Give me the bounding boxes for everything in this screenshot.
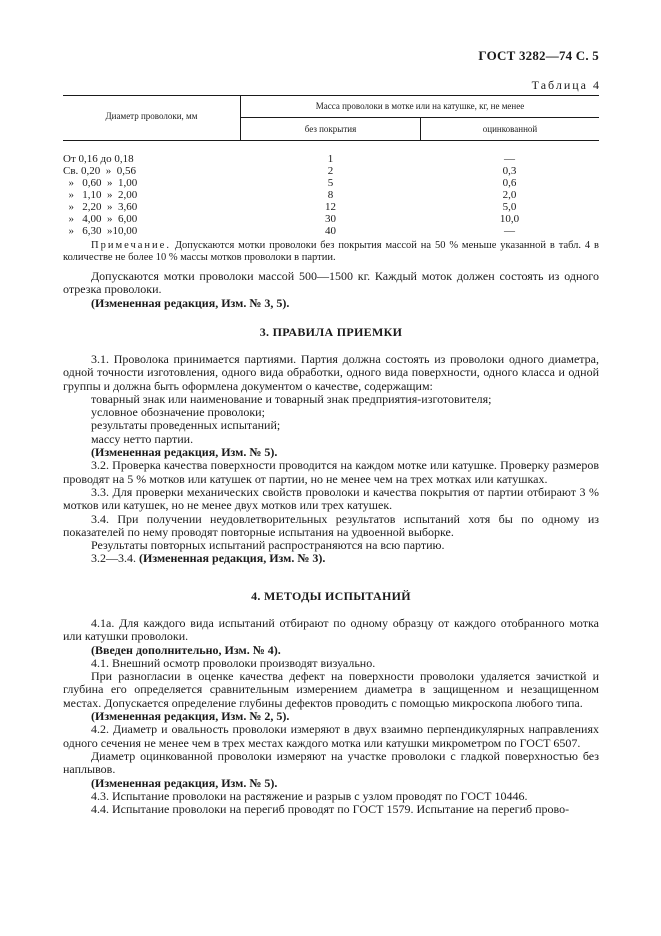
- paragraph-3-4: 3.4. При получении неудовлетворительных результатов испытаний хотя бы по одному из показателей по нему проводят повторные испытания на удвоенной выборке.: [63, 511, 599, 539]
- section-4-title: 4. МЕТОДЫ ИСПЫТАНИЙ: [251, 589, 411, 603]
- table-caption-label: Таблица: [531, 78, 588, 92]
- row-diameter: » 4,00 » 6,00: [63, 213, 138, 225]
- paragraph-4-4: 4.4. Испытание проволоки на перегиб проводят по ГОСТ 1579. Испытание на перегиб прово-: [91, 802, 570, 817]
- paragraph-3-2: 3.2. Проверка качества поверхности проводится на каждом мотке или катушке. Проверку размеров проводят на 5 % мотков или катушек от партии, но не менее чем на трех мотках или катушках.: [63, 458, 599, 486]
- revision-note: (Измененная редакция, Изм. № 5).: [91, 445, 278, 460]
- header-diameter: Диаметр проволоки, мм: [105, 111, 198, 121]
- row-diameter: » 0,60 » 1,00: [63, 177, 138, 189]
- note-text: Допускаются мотки проволоки без покрытия массой на 50 % меньше указанной в табл. 4 в количестве не более 10 % массы мотков проволоки в партии.: [63, 240, 600, 264]
- table-caption: [532, 78, 599, 93]
- section-3-title: 3. ПРАВИЛА ПРИЕМКИ: [259, 325, 403, 339]
- row-galvanized: 10,0: [499, 213, 520, 225]
- row-galvanized: 0,6: [502, 177, 517, 189]
- row-galvanized: 5,0: [502, 201, 517, 213]
- paragraph-4-1-dispute: При разногласии в оценке качества дефект на поверхности проволоки удаляется зачисткой и глубина его определяется сравнительным измерением диаметра в защищенном и незащищенном местах. Допускается определение глубины дефектов проводить с помощью микроскопа любого типа.: [63, 669, 599, 710]
- list-item: товарный знак или наименование и товарный знак предприятия-изготовителя;: [91, 391, 492, 406]
- row-diameter: Св. 0,20 » 0,56: [63, 165, 137, 177]
- row-uncoated: 1: [327, 153, 334, 165]
- row-galvanized: 2,0: [502, 189, 517, 201]
- header-mass-group: Масса проволоки в мотке или на катушке, кг, не менее: [315, 101, 525, 111]
- header-uncoated: без покрытия: [304, 124, 357, 134]
- top-paragraphs: [63, 270, 599, 310]
- paragraph: Допускаются мотки проволоки массой 500—1500 кг. Каждый моток должен состоять из одного отрезка проволоки.: [63, 269, 599, 297]
- revision-note: (Измененная редакция, Изм. № 2, 5).: [91, 709, 290, 724]
- row-uncoated: 2: [327, 165, 334, 177]
- section-4-body: [63, 617, 599, 816]
- row-diameter: От 0,16 до 0,18: [63, 153, 134, 165]
- row-galvanized: —: [504, 153, 515, 165]
- row-diameter: » 2,20 » 3,60: [63, 201, 138, 213]
- paragraph-3-1: 3.1. Проволока принимается партиями. Партия должна состоять из проволоки одного диаметра, одной точности изготовления, одного вида обработки, одного вида поверхности, одного класса и одной группы и должна быть оформлена документом о качестве, содержащим:: [63, 352, 599, 393]
- revision-note: (Введен дополнительно, Изм. № 4).: [91, 642, 281, 657]
- row-galvanized: 0,3: [502, 165, 517, 177]
- table-note: [63, 240, 599, 265]
- header-galvanized: оцинкованной: [482, 124, 538, 134]
- section-3-body: [63, 353, 599, 566]
- paragraph-4-1: 4.1. Внешний осмотр проволоки производят визуально.: [91, 655, 376, 670]
- revision-note: (Измененная редакция, Изм. № 5).: [91, 775, 278, 790]
- paragraph-3-3: 3.3. Для проверки механических свойств проволоки и качества покрытия от партии отбирают 3 % мотков или катушек, но не менее двух мотков или трех катушек.: [63, 484, 599, 513]
- revision-note: (Измененная редакция, Изм. № 3, 5).: [91, 295, 290, 310]
- list-item: условное обозначение проволоки;: [91, 405, 265, 420]
- table-top-rule: [63, 95, 599, 96]
- paragraph-3-4-results: Результаты повторных испытаний распространяются на всю партию.: [91, 538, 445, 553]
- table-header-bottom-rule: [63, 140, 599, 141]
- list-item: массу нетто партии.: [91, 431, 194, 446]
- paragraph-4-1a: 4.1а. Для каждого вида испытаний отбирают по одному образцу от каждого отобранного мотка или катушки проволоки.: [63, 616, 599, 644]
- paragraph-4-3: 4.3. Испытание проволоки на растяжение и разрыв с узлом проводят по ГОСТ 10446.: [91, 788, 528, 803]
- note-label: Примечание.: [91, 240, 171, 251]
- revision-note: (Измененная редакция, Изм. № 3).: [139, 551, 326, 566]
- row-galvanized: —: [504, 225, 515, 237]
- table-4: [63, 95, 599, 237]
- row-diameter: » 1,10 » 2,00: [63, 189, 138, 201]
- paragraph-4-2-galvanized: Диаметр оцинкованной проволоки измеряют на участке проволоки с гладкой поверхностью без наплывов.: [63, 748, 599, 777]
- standard-header: ГОСТ 3282—74 С. 5: [478, 48, 599, 63]
- row-uncoated: 5: [327, 177, 334, 189]
- table-caption-number: 4: [593, 78, 599, 92]
- row-uncoated: 8: [327, 189, 334, 201]
- row-uncoated: 40: [325, 225, 336, 237]
- paragraph-4-2: 4.2. Диаметр и овальность проволоки измеряют в двух взаимно перпендикулярных направлениях одного сечения не менее чем в трех местах каждого мотка или катушки микрометром по ГОСТ 6507.: [63, 722, 599, 750]
- row-uncoated: 30: [325, 213, 336, 225]
- row-uncoated: 12: [325, 201, 336, 213]
- row-diameter: » 6,30 »10,00: [63, 225, 138, 237]
- revision-prefix: 3.2—3.4.: [91, 551, 136, 566]
- list-item: результаты проведенных испытаний;: [91, 418, 281, 433]
